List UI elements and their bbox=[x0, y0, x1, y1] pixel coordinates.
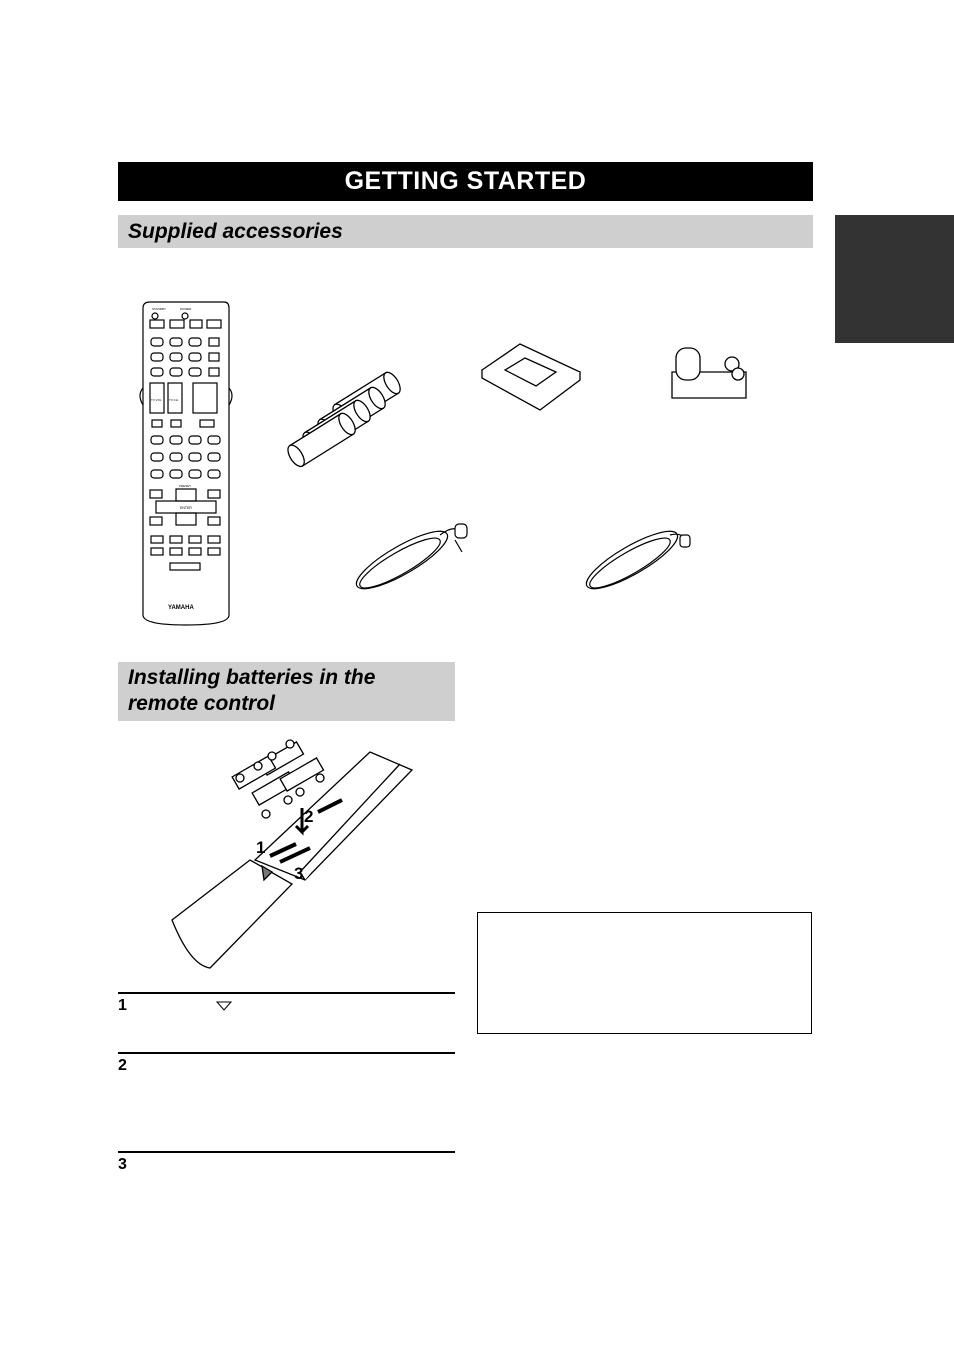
remote-label: PRESET bbox=[179, 484, 192, 488]
note-box bbox=[477, 912, 812, 1034]
battery-installation-diagram bbox=[172, 740, 412, 968]
remote-label: ENTER bbox=[180, 506, 192, 510]
step-number: 1 bbox=[118, 997, 127, 1014]
callout-2: 2 bbox=[304, 807, 314, 826]
cable-illustration bbox=[350, 522, 467, 598]
batteries-illustration bbox=[285, 370, 404, 470]
step-1 bbox=[118, 992, 455, 1015]
callout-1: 1 bbox=[256, 838, 266, 857]
remote-label: TV CH bbox=[169, 398, 178, 402]
section-heading-batteries: Installing batteries in the remote control bbox=[118, 662, 455, 721]
remote-label: STANDBY bbox=[152, 307, 166, 311]
remote-label: POWER bbox=[180, 307, 192, 311]
step-3 bbox=[118, 1151, 455, 1174]
step-number: 3 bbox=[118, 1156, 127, 1173]
section-heading-accessories: Supplied accessories bbox=[118, 215, 813, 248]
step-2 bbox=[118, 1052, 455, 1075]
remote-label: TV VOL bbox=[151, 398, 162, 402]
page-title: GETTING STARTED bbox=[118, 162, 813, 201]
antenna-adapter-illustration bbox=[672, 348, 746, 398]
cable-illustration bbox=[580, 522, 690, 598]
remote-brand: YAMAHA bbox=[168, 605, 194, 611]
remote-control-illustration bbox=[140, 302, 232, 625]
step-number: 2 bbox=[118, 1057, 127, 1074]
am-loop-antenna-illustration bbox=[482, 344, 580, 410]
callout-3: 3 bbox=[294, 864, 304, 883]
